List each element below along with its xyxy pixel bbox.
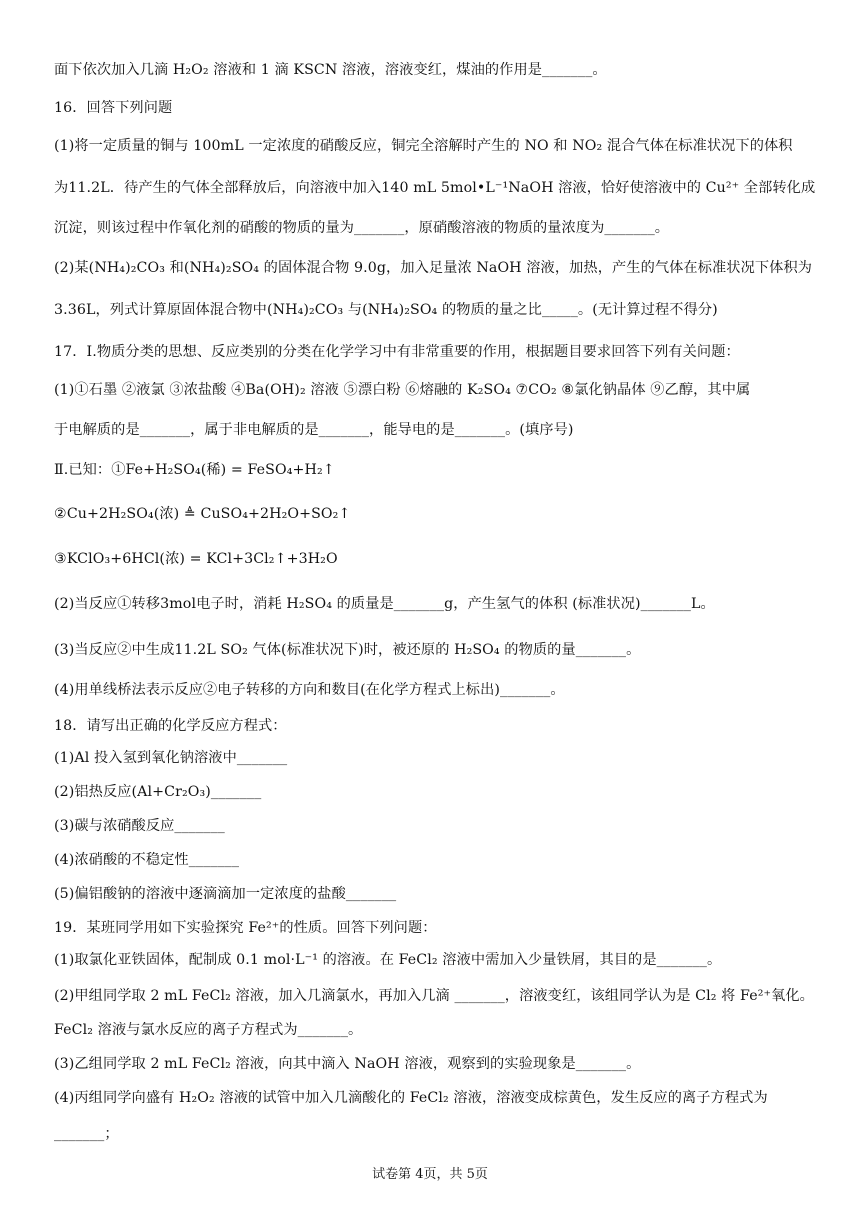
text-line: (4)丙组同学向盛有 H₂O₂ 溶液的试管中加入几滴酸化的 FeCl₂ 溶液，溶液变成棕黄色，发生反应的离子方程式为 [54, 1090, 768, 1106]
text-line: (1)Al 投入氢到氧化钠溶液中_______ [54, 750, 288, 766]
text-line: (3)碳与浓硝酸反应_______ [54, 818, 225, 834]
text-line: (1)将一定质量的铜与 100mL 一定浓度的硝酸反应，铜完全溶解时产生的 NO 和 NO₂ 混合气体在标准状况下的体积 [54, 138, 793, 154]
text-line: (3)当反应②中生成11.2L SO₂ 气体(标准状况下)时，被还原的 H₂SO₄ 的物质的量_______。 [54, 642, 641, 658]
text-line: FeCl₂ 溶液与氯水反应的离子方程式为_______。 [54, 1022, 363, 1038]
text-line: (4)用单线桥法表示反应②电子转移的方向和数目(在化学方程式上标出)_______。 [54, 682, 565, 698]
text-line: 3.36L，列式计算原固体混合物中(NH₄)₂CO₃ 与(NH₄)₂SO₄ 的物质的量之比_____。(无计算过程不得分) [54, 302, 718, 318]
text-line: (5)偏铝酸钠的溶液中逐滴滴加一定浓度的盐酸_______ [54, 886, 397, 902]
text-line: 于电解质的是_______，属于非电解质的是_______，能导电的是_______。(填序号) [54, 422, 574, 438]
text-line: 沉淀，则该过程中作氧化剂的硝酸的物质的量为_______，原硝酸溶液的物质的量浓度为_______。 [54, 220, 670, 236]
text-line: (2)当反应①转移3mol电子时，消耗 H₂SO₄ 的质量是_______g，产生氢气的体积 (标准状况)_______L。 [54, 596, 715, 612]
text-line: 面下依次加入几滴 H₂O₂ 溶液和 1 滴 KSCN 溶液，溶液变红，煤油的作用是_______。 [54, 62, 607, 78]
question-18-title: 18．请写出正确的化学反应方程式： [54, 718, 287, 734]
text-line: (1)①石墨 ②液氯 ③浓盐酸 ④Ba(OH)₂ 溶液 ⑤漂白粉 ⑥熔融的 K₂SO₄ ⑦CO₂ ⑧氯化钠晶体 ⑨乙醇，其中属 [54, 382, 751, 398]
equation-1: Ⅱ.已知：①Fe+H₂SO₄(稀) = FeSO₄+H₂↑ [54, 462, 335, 478]
text-line: _______； [54, 1126, 119, 1142]
question-17-title: 17．Ⅰ.物质分类的思想、反应类别的分类在化学学习中有非常重要的作用，根据题目要求回答下列有关问题： [54, 344, 740, 360]
text-line: (3)乙组同学取 2 mL FeCl₂ 溶液，向其中滴入 NaOH 溶液，观察到的实验现象是_______。 [54, 1056, 641, 1072]
question-19-title: 19．某班同学用如下实验探究 Fe²⁺的性质。回答下列问题： [54, 920, 437, 936]
text-line: (4)浓硝酸的不稳定性_______ [54, 852, 240, 868]
equation-3: ③KClO₃+6HCl(浓) = KCl+3Cl₂↑+3H₂O [54, 551, 338, 567]
question-16-title: 16．回答下列问题 [54, 100, 173, 116]
text-line: (2)甲组同学取 2 mL FeCl₂ 溶液，加入几滴氯水，再加入几滴 _______，溶液变红，该组同学认为是 Cl₂ 将 Fe²⁺氧化。 [54, 988, 814, 1004]
text-line: (2)铝热反应(Al+Cr₂O₃)_______ [54, 784, 262, 800]
equation-2: ②Cu+2H₂SO₄(浓) ≜ CuSO₄+2H₂O+SO₂↑ [54, 506, 351, 522]
text-line: (2)某(NH₄)₂CO₃ 和(NH₄)₂SO₄ 的固体混合物 9.0g，加入足量浓 NaOH 溶液，加热，产生的气体在标准状况下体积为 [54, 260, 813, 276]
text-line: 为11.2L．待产生的气体全部释放后，向溶液中加入140 mL 5mol•L⁻¹NaOH 溶液，恰好使溶液中的 Cu²⁺ 全部转化成 [54, 180, 816, 196]
page-footer: 试卷第 4页，共 5页 [372, 1167, 488, 1182]
text-line: (1)取氯化亚铁固体，配制成 0.1 mol·L⁻¹ 的溶液。在 FeCl₂ 溶液中需加入少量铁屑，其目的是_______。 [54, 952, 722, 968]
